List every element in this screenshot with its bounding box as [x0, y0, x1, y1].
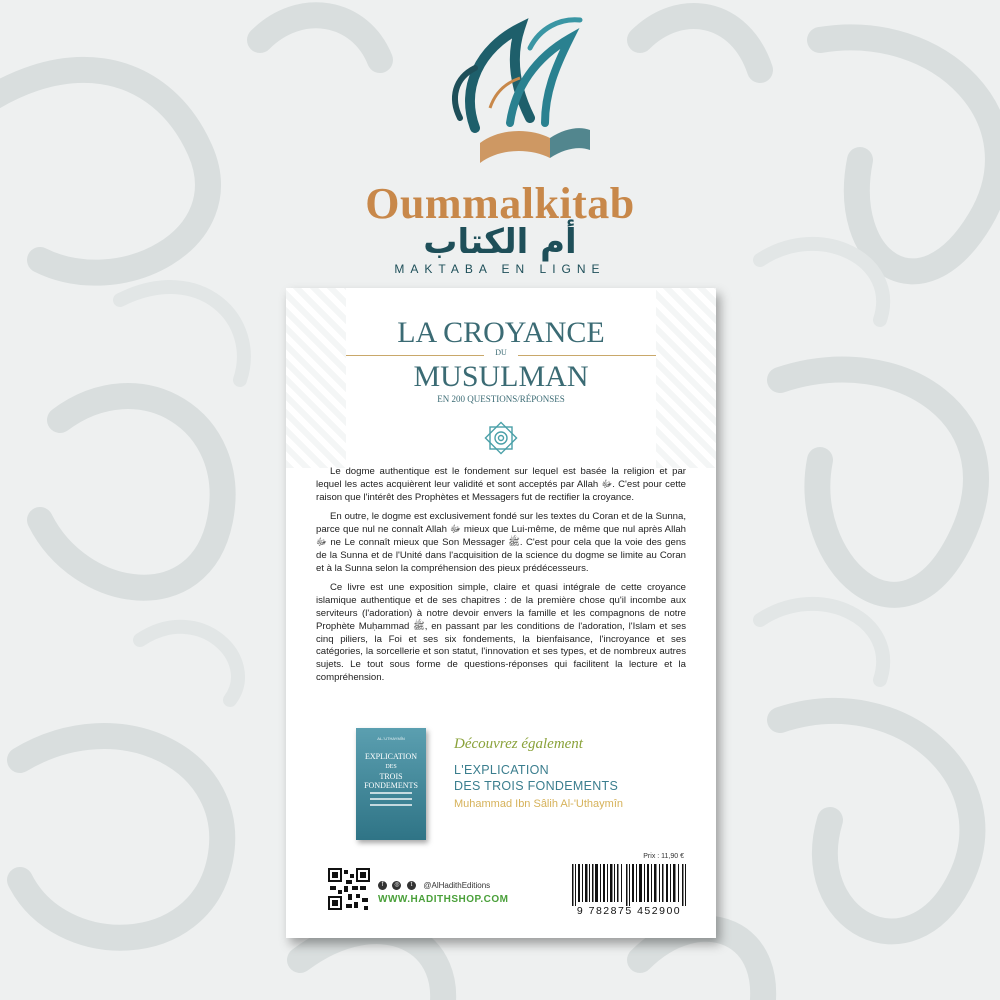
related-book-lines [370, 792, 412, 810]
book-back-cover [286, 288, 716, 938]
discover-author: Muhammad Ibn Sâlih Al-'Uthaymîn [454, 798, 624, 810]
social-links [378, 877, 490, 889]
description-paragraph-2: En outre, le dogme est exclusivement fondé sur les textes du Coran et de la Sunna, parce que nul ne connaît Allah ﷻ mieux que Lui-même, de même que nul après Allah ﷻ ne Le connaît mieux que Son Messager ﷺ. C'est pour cela que la voie des gens de la Sunna et de l'Unité dans l'acquisition de la science du dogme se limite au Coran et à la Sunna selon la compréhension des pieux prédécesseurs. [316, 511, 687, 574]
description-paragraph-3: Ce livre est une exposition simple, claire et quasi intégrale de cette croyance islamique authentique et de ses chapitres : de la première chose qu'il incombe aux serviteurs (l'adoration) à notre devoir envers la famille et les compagnons de notre Prophète Muḥammad ﷺ, en passant par les conditions de l'adoration, l'Islam et ses cinq piliers, la Foi et ses six fondements, la bienfaisance, l'incroyance et ses catégories, la sorcellerie et son statut, l'innovation et ses types, et de nombreux autres sujets. Le tout sous forme de questions-réponses qui facilitent la lecture et la compréhension. [316, 582, 687, 683]
description-paragraph-1: Le dogme authentique est le fondement sur lequel est basée la religion et par lequel les actes acquièrent leur validité et sont acceptés par Allah ﷻ. C'est pour cette raison que l'intérêt des Prophètes et Messagers fut de rectifier la croyance. [316, 466, 686, 503]
book-title-du: DU [495, 348, 507, 357]
discover-title-line2: DES TROIS FONDEMENTS [454, 779, 619, 793]
book-description [316, 466, 686, 692]
book-title-line1: LA CROYANCE [397, 316, 605, 349]
facebook-icon[interactable]: f [378, 881, 387, 890]
related-book-author: AL-'UTHAYMÎN [377, 736, 405, 741]
brand-name-latin: Oummalkitab [365, 179, 635, 228]
book-subtitle: EN 200 QUESTIONS/RÉPONSES [437, 394, 565, 404]
related-book-title2: DES [385, 764, 397, 770]
discover-title-line1: L'EXPLICATION [454, 763, 549, 777]
social-handle[interactable]: @AlHadithEditions [423, 881, 491, 891]
book-title-line2: MUSULMAN [413, 360, 589, 393]
discover-heading: Découvrez également [454, 736, 583, 752]
barcode-icon [568, 864, 690, 906]
related-book-cover [356, 728, 426, 840]
related-book-title1: EXPLICATION [365, 752, 417, 761]
calligraphy-book-logo-icon [420, 8, 600, 178]
brand-header [0, 0, 1000, 280]
price-label: Prix : 11,90 € [643, 853, 684, 860]
website-link[interactable]: WWW.HADITHSHOP.COM [378, 894, 509, 905]
brand-tagline: MAKTABA EN LIGNE [394, 262, 606, 276]
brand-name-arabic: أم الكتاب [423, 222, 577, 262]
instagram-icon[interactable]: ◎ [394, 882, 400, 889]
qr-code-icon [328, 868, 370, 910]
isbn-number: 9 782875 452900 [576, 905, 682, 917]
related-book-title3: TROIS FONDEMENTS [364, 772, 418, 790]
twitter-icon[interactable]: t [407, 881, 416, 890]
geometric-ornament-icon [481, 418, 521, 458]
